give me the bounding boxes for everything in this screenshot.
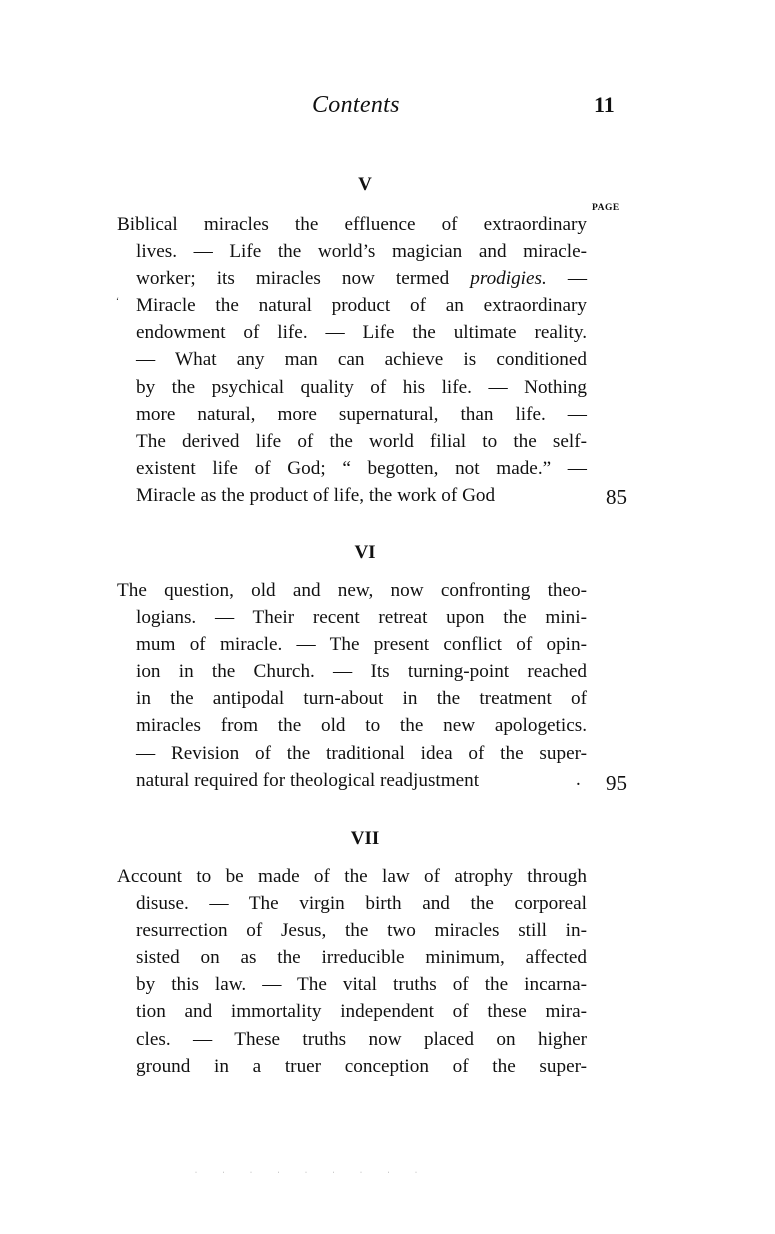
entry-text: — — [546, 268, 588, 290]
entry-line: The derived life of the world filial to the self- — [136, 430, 587, 452]
entry-line: miracles from the old to the new apologetics. — [136, 715, 587, 737]
toc-entry-vii — [117, 863, 587, 1080]
entry-line: ion in the Church. — Its turning-point reached — [136, 661, 587, 683]
entry-line: Miracle as the product of life, the work of God — [136, 484, 496, 506]
entry-line: more natural, more supernatural, than life. — — [136, 403, 587, 425]
section-numeral-vii: VII — [350, 828, 380, 849]
entry-line: The question, old and new, now confronting theo- — [117, 580, 587, 601]
running-head-title: Contents — [312, 92, 400, 118]
section-numeral-vi: VI — [354, 542, 376, 563]
entry-text: worker; its miracles now termed — [136, 268, 471, 290]
entry-line: natural required for theological readjustment — [136, 769, 480, 791]
running-head — [0, 92, 775, 132]
page-ref-v[interactable]: 85 — [606, 485, 627, 509]
leader-dot: . — [576, 769, 581, 790]
entry-line: Biblical miracles the effluence of extraordinary — [117, 214, 587, 235]
entry-line: sisted on as the irreducible minimum, affected — [136, 947, 587, 969]
entry-line — [117, 265, 587, 292]
toc-entry-vi — [117, 577, 587, 794]
entry-line: logians. — Their recent retreat upon the mini- — [136, 607, 587, 629]
entry-line: ground in a truer conception of the super- — [136, 1055, 587, 1077]
page-number: 11 — [594, 92, 615, 117]
entry-line: — Revision of the traditional idea of the super- — [136, 742, 587, 764]
entry-line: existent life of God; “ begotten, not made.” — — [136, 457, 587, 479]
page-column-label: PAGE — [592, 203, 620, 213]
entry-line: disuse. — The virgin birth and the corporeal — [136, 893, 587, 915]
section-numeral-v: V — [358, 174, 372, 195]
entry-line: — What any man can achieve is conditioned — [136, 349, 587, 371]
entry-line: Account to be made of the law of atrophy through — [117, 866, 587, 887]
entry-line: cles. — These truths now placed on higher — [136, 1028, 587, 1050]
entry-line: resurrection of Jesus, the two miracles still in- — [136, 920, 587, 942]
entry-line: mum of miracle. — The present conflict of opin- — [136, 634, 587, 656]
entry-line: by this law. — The vital truths of the incarna- — [136, 974, 587, 996]
entry-line: Miracle the natural product of an extraordinary — [136, 295, 587, 317]
entry-line: tion and immortality independent of these mira- — [136, 1001, 587, 1023]
entry-line: endowment of life. — Life the ultimate reality. — [136, 322, 587, 344]
entry-line: lives. — Life the world’s magician and miracle- — [136, 241, 587, 263]
toc-entry-v — [117, 211, 587, 509]
scan-specks: · · · · · · · · · — [195, 1170, 429, 1176]
entry-line: by the psychical quality of his life. — Nothing — [136, 376, 587, 398]
italic-term: prodigies. — [470, 268, 547, 290]
stray-mark: ‘ — [116, 296, 119, 306]
page-ref-vi[interactable]: 95 — [606, 771, 627, 795]
entry-line: in the antipodal turn-about in the treatment of — [136, 688, 587, 710]
